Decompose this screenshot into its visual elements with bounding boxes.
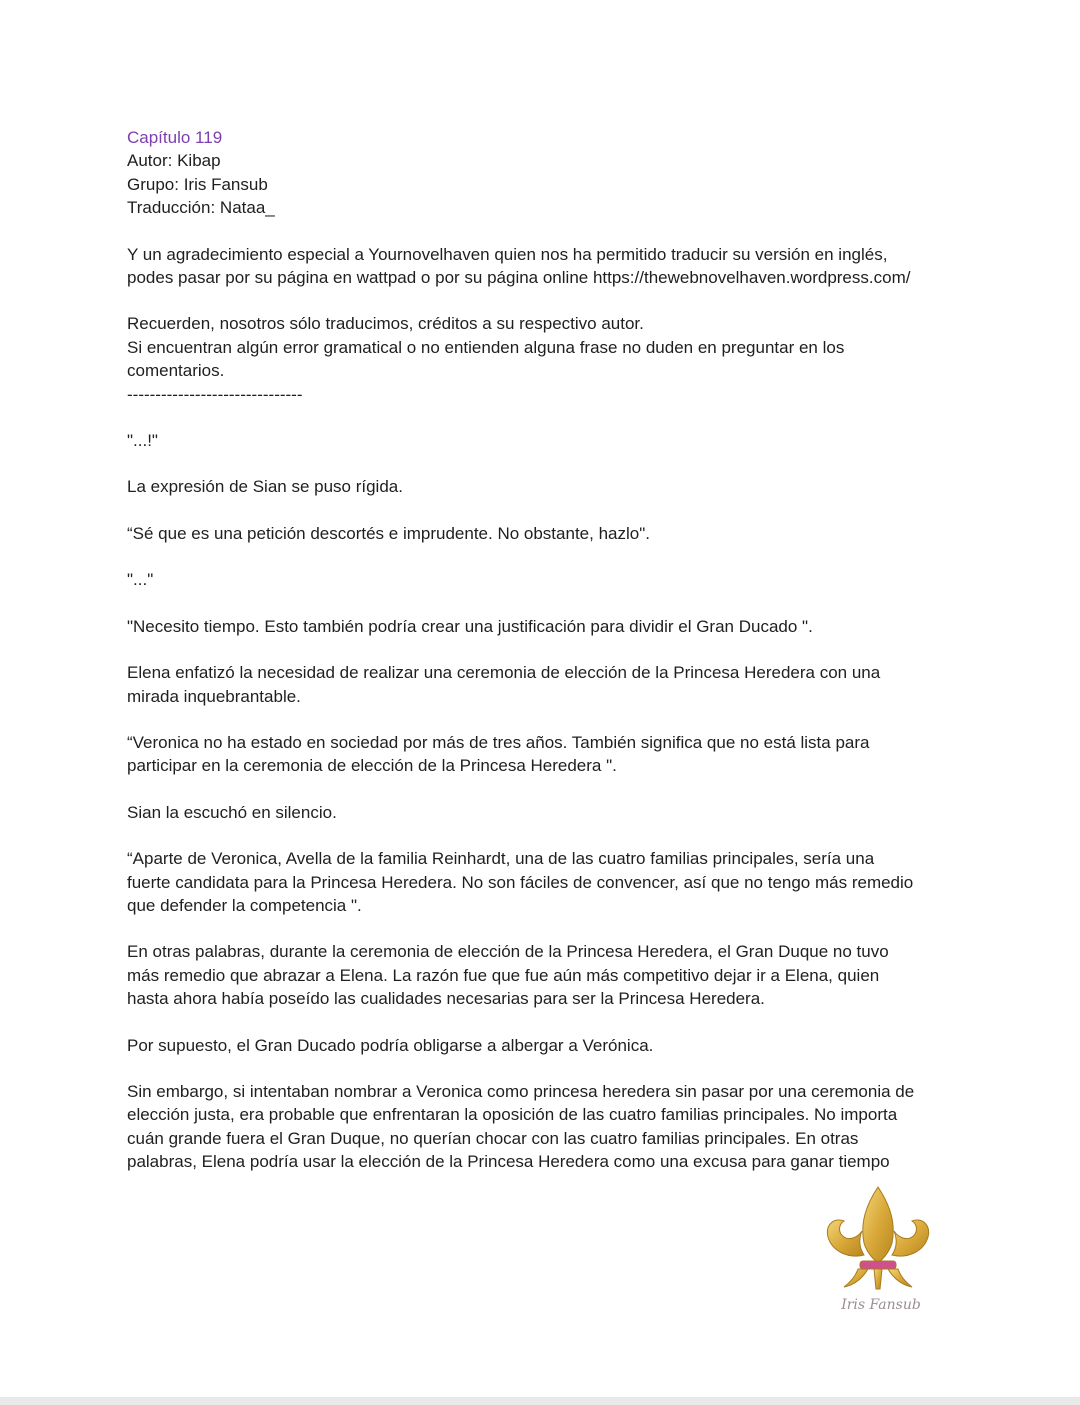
- notice-paragraph: [127, 312, 957, 406]
- story-paragraph: [127, 661, 957, 708]
- story-paragraph: [127, 475, 957, 498]
- story-line: Sin embargo, si intentaban nombrar a Veronica como princesa heredera sin pasar por una ceremonia de: [127, 1081, 915, 1101]
- group-line: Grupo: Iris Fansub: [127, 174, 268, 194]
- chapter-header: [127, 126, 957, 220]
- thanks-line: Y un agradecimiento especial a Yournovelhaven quien nos ha permitido traducir su versión en inglés,: [127, 244, 888, 264]
- chapter-title: Capítulo 119: [127, 128, 223, 147]
- notice-line: comentarios.: [127, 361, 225, 381]
- story-paragraph: [127, 847, 957, 917]
- story-line: mirada inquebrantable.: [127, 686, 301, 706]
- story-line: elección justa, era probable que enfrentaran la oposición de las cuatro familias principales. No importa: [127, 1105, 898, 1125]
- story-line: más remedio que abrazar a Elena. La razón fue que fue aún más competitivo dejar ir a Elena, quien: [127, 965, 880, 985]
- story-line: “Veronica no ha estado en sociedad por más de tres años. También significa que no está lista para: [127, 732, 870, 752]
- story-line: fuerte candidata para la Princesa Heredera. No son fáciles de convencer, así que no tengo más remedio: [127, 872, 914, 892]
- story-line: cuán grande fuera el Gran Duque, no querían chocar con las cuatro familias principales. En otras: [127, 1128, 859, 1148]
- story-line: hasta ahora había poseído las cualidades necesarias para ser la Princesa Heredera.: [127, 989, 765, 1009]
- story-paragraph: [127, 568, 957, 591]
- story-line: “Aparte de Veronica, Avella de la familia Reinhardt, una de las cuatro familias principales, sería una: [127, 849, 875, 869]
- story-line: "...": [127, 570, 154, 590]
- thanks-line: podes pasar por su página en wattpad o por su página online https://thewebnovelhaven.wordpress.com/: [127, 268, 911, 288]
- story-line: que defender la competencia ".: [127, 895, 362, 915]
- thanks-paragraph: [127, 243, 957, 290]
- iris-fansub-logo: [818, 1185, 938, 1325]
- story-paragraph: [127, 522, 957, 545]
- notice-line: Si encuentran algún error gramatical o no entienden alguna frase no duden en preguntar en los: [127, 337, 845, 357]
- story-line: palabras, Elena podría usar la elección de la Princesa Heredera como una excusa para ganar tiempo: [127, 1152, 890, 1172]
- story-line: Elena enfatizó la necesidad de realizar una ceremonia de elección de la Princesa Heredera con una: [127, 663, 881, 683]
- story-paragraph: [127, 801, 957, 824]
- story-paragraph: [127, 1034, 957, 1057]
- divider: -------------------------------: [127, 384, 303, 404]
- author-line: Autor: Kibap: [127, 151, 221, 171]
- story-paragraph: [127, 731, 957, 778]
- bottom-bar: [0, 1397, 1080, 1405]
- notice-line: Recuerden, nosotros sólo traducimos, créditos a su respectivo autor.: [127, 314, 644, 334]
- story-line: Por supuesto, el Gran Ducado podría obligarse a albergar a Verónica.: [127, 1035, 654, 1055]
- story-line: “Sé que es una petición descortés e imprudente. No obstante, hazlo".: [127, 523, 650, 543]
- story-line: La expresión de Sian se puso rígida.: [127, 477, 403, 497]
- story-paragraph: [127, 940, 957, 1010]
- translation-line: Traducción: Nataa_: [127, 198, 275, 218]
- story-paragraph: [127, 615, 957, 638]
- story-line: Sian la escuchó en silencio.: [127, 802, 337, 822]
- story-line: "Necesito tiempo. Esto también podría crear una justificación para dividir el Gran Ducado ".: [127, 616, 813, 636]
- story-paragraph: [127, 429, 957, 452]
- fleur-de-lis-icon: [818, 1185, 938, 1300]
- story-line: "...!": [127, 431, 158, 451]
- logo-caption: Iris Fansub: [841, 1297, 921, 1313]
- story-paragraph: [127, 1080, 957, 1174]
- story-line: participar en la ceremonia de elección de la Princesa Heredera ".: [127, 756, 617, 776]
- story-line: En otras palabras, durante la ceremonia de elección de la Princesa Heredera, el Gran Duque no tuvo: [127, 942, 889, 962]
- document-page: [127, 126, 957, 1197]
